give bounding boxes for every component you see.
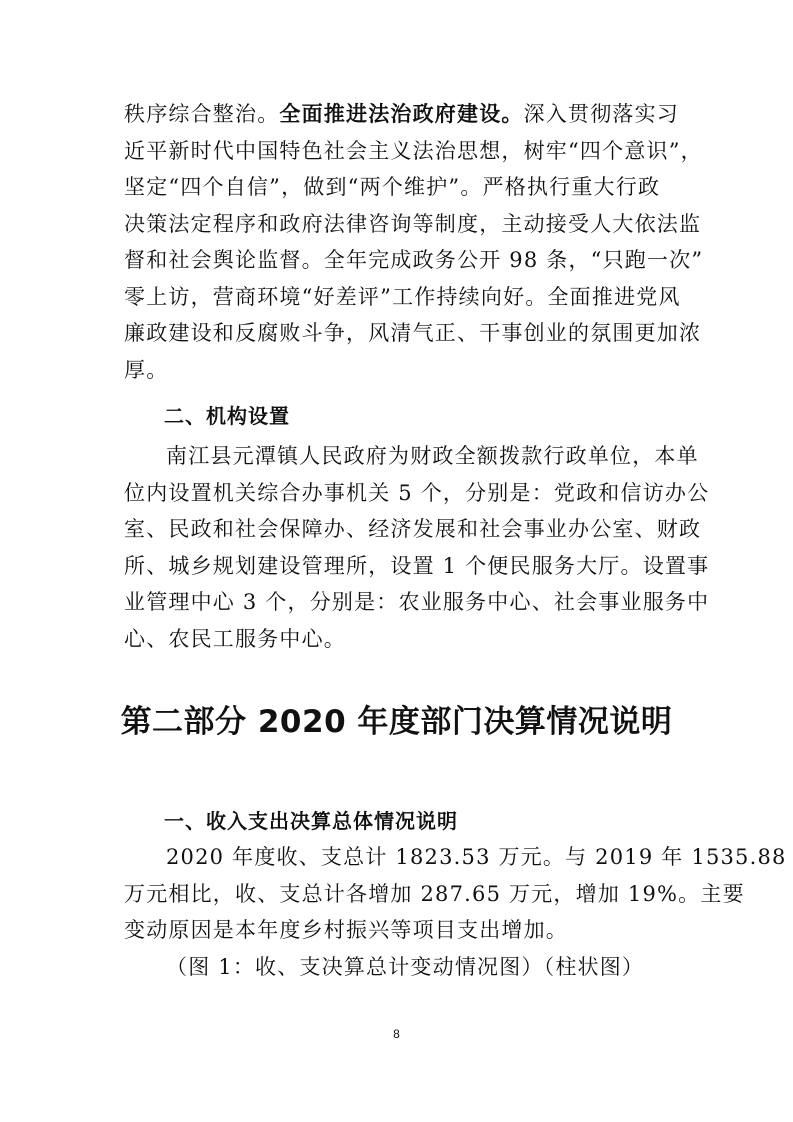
part-title: 第二部分 2020 年度部门决算情况说明 — [120, 704, 673, 740]
text-line: 心、农民工服务中心。 — [124, 626, 346, 651]
text-line — [124, 96, 684, 133]
text-line: 所、城乡规划建设管理所，设置 1 个便民服务大厅。设置事 — [124, 553, 710, 578]
bold-lead-phrase: 全面推进法治政府建设。 — [279, 102, 524, 126]
text-segment: 深入贯彻落实习 — [523, 102, 680, 126]
text-line: 位内设置机关综合办事机关 5 个，分别是：党政和信访办公 — [124, 480, 710, 505]
section-heading-income: 一、收入支出决算总体情况说明 — [164, 809, 458, 833]
text-line: 坚定“四个自信”，做到“两个维护”。严格执行重大行政 — [124, 175, 661, 199]
paragraph-income-expense — [124, 839, 787, 985]
section-heading-org: 二、机构设置 — [164, 404, 290, 428]
text-line: 近平新时代中国特色社会主义法治思想，树牢“四个意识”， — [124, 138, 703, 163]
text-line: 万元相比，收、支总计各增加 287.65 万元，增加 19%。主要 — [124, 881, 745, 906]
text-line: 零上访，营商环境“好差评”工作持续向好。全面推进党风 — [124, 284, 681, 309]
text-line: 厚。 — [124, 357, 169, 382]
text-line: 变动原因是本年度乡村振兴等项目支出增加。 — [124, 918, 568, 942]
text-line: 南江县元潭镇人民政府为财政全额拨款行政单位，本单 — [166, 444, 699, 468]
text-line: 督和社会舆论监督。全年完成政务公开 98 条，“只跑一次” — [124, 248, 704, 272]
text-line: 廉政建设和反腐败斗争，风清气正、干事创业的氛围更加浓 — [124, 321, 702, 345]
text-line: 室、民政和社会保障办、经济发展和社会事业办公室、财政 — [124, 517, 702, 541]
text-line: 2020 年度收、支总计 1823.53 万元。与 2019 年 1535.88 — [166, 845, 787, 869]
text-line: 决策法定程序和政府法律咨询等制度，主动接受人大依法监 — [124, 211, 702, 236]
paragraph-org-setup — [124, 438, 710, 657]
paragraph-rule-of-law — [124, 96, 704, 388]
figure-caption: （图 1：收、支决算总计变动情况图）（柱状图） — [166, 954, 645, 979]
page-number: 8 — [393, 1027, 400, 1041]
text-segment: 秩序综合整治。 — [124, 102, 280, 126]
text-line: 业管理中心 3 个，分别是：农业服务中心、社会事业服务中 — [124, 590, 710, 614]
